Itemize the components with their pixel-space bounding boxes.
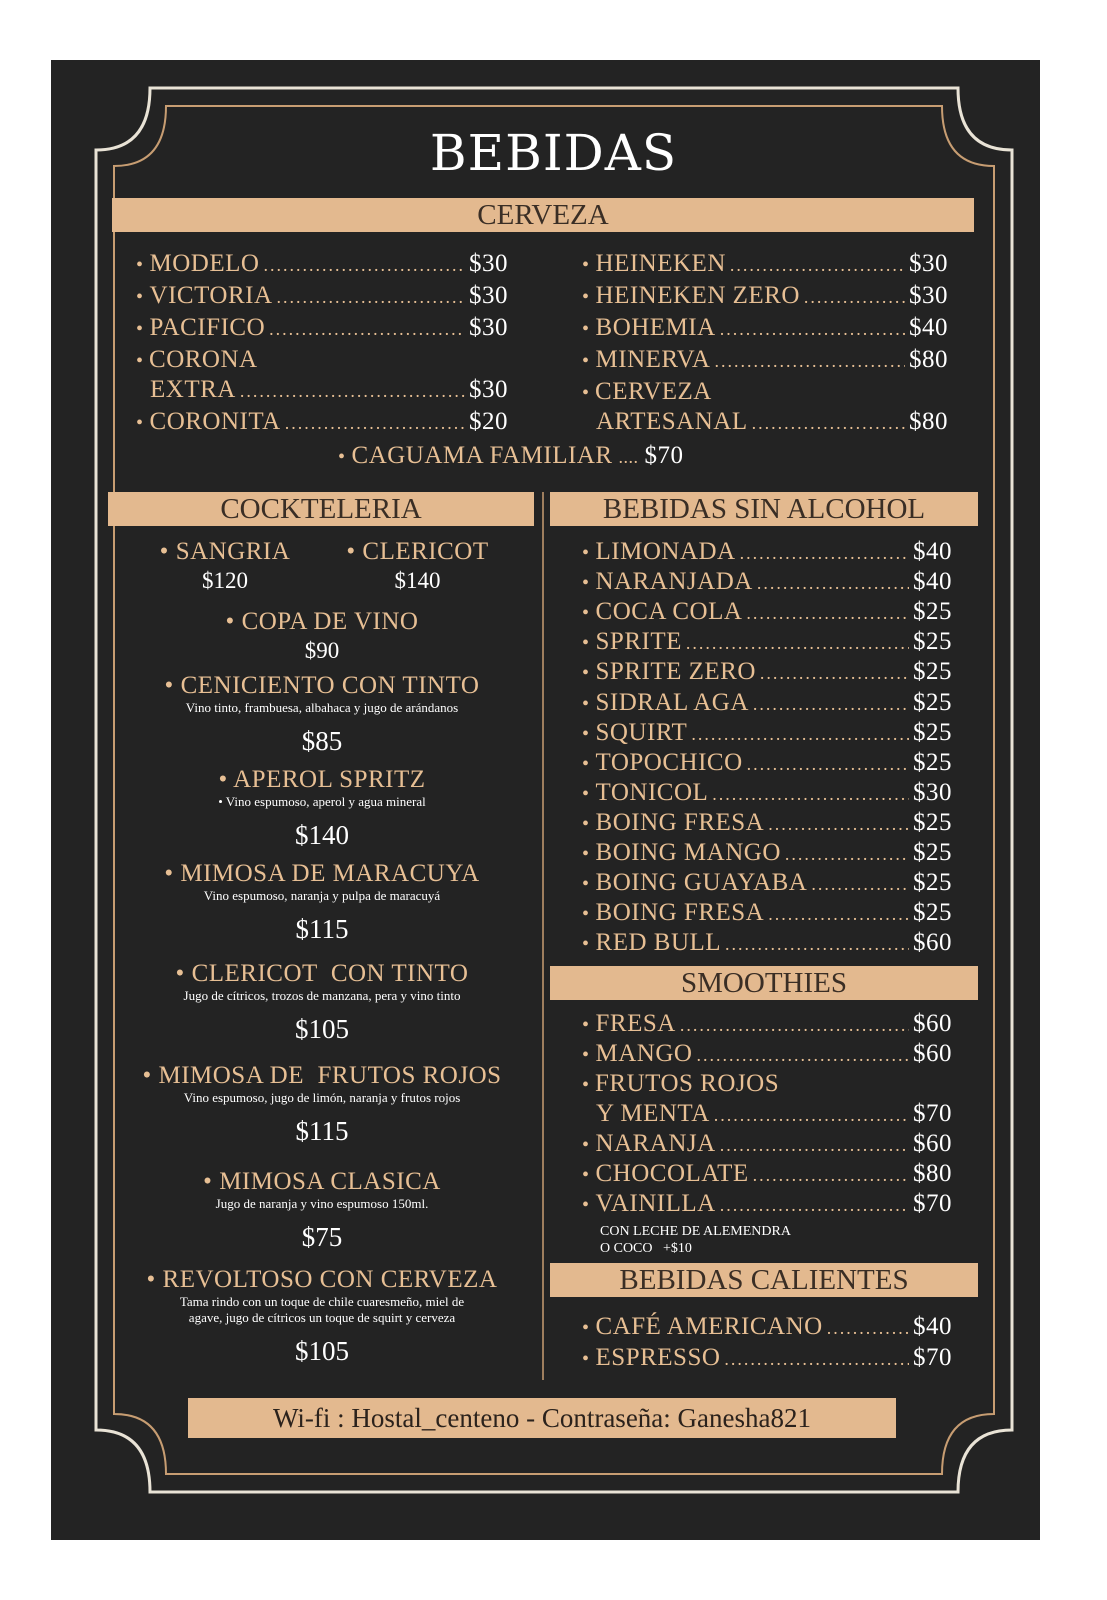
smoothie-item-name: FRESA [595, 1010, 676, 1037]
cerveza-item-price: $30 [469, 314, 508, 341]
sin-alcohol-item: • NARANJADA ..... $40 [582, 568, 952, 598]
sin-alcohol-item-name: BOING GUAYABA [595, 869, 808, 897]
cocktail-description: Vino espumoso, naranja y pulpa de maracuyá [203, 888, 441, 903]
caliente-item-price: $70 [913, 1344, 952, 1371]
calientes-heading: BEBIDAS CALIENTES [550, 1263, 978, 1297]
cerveza-item-price: $20 [469, 408, 508, 435]
cocktail-description: Vino tinto, frambuesa, albahaca y jugo de arándanos [185, 700, 459, 715]
sin-alcohol-item: • BOING GUAYABA ..... $25 [582, 869, 952, 899]
sin-alcohol-item-price: $25 [913, 718, 952, 746]
cocktail-description: • Vino espumoso, aperol y agua mineral [218, 794, 426, 809]
sin-alcohol-item: • BOING MANGO ..... $25 [582, 839, 952, 869]
smoothie-item: • MANGO ..... $60 [582, 1040, 952, 1070]
cerveza-item: • VICTORIA ..... $30 [136, 282, 508, 312]
cerveza-item: • BOHEMIA ..... $40 [582, 314, 948, 344]
cerveza-item-price: $30 [469, 282, 508, 309]
cerveza-item: • PACIFICO ..... $30 [136, 314, 508, 344]
sin-alcohol-item: • SPRITE ..... $25 [582, 628, 952, 658]
sin-alcohol-item-name: SPRITE ZERO [595, 658, 756, 686]
clericot-item: • CLERICOT $140 [346, 538, 489, 593]
cerveza-heading: CERVEZA [112, 198, 974, 232]
cocktail-item: • COPA DE VINO $90 [112, 608, 532, 664]
cerveza-item: • HEINEKEN ..... $30 [582, 250, 948, 280]
cocktail-price: $105 [295, 1336, 349, 1366]
smoothie-item: • CHOCOLATE ..... $80 [582, 1160, 952, 1190]
sin-alcohol-item-name: SPRITE [595, 628, 682, 656]
sin-alcohol-item-price: $25 [913, 688, 952, 716]
caliente-item-price: $40 [913, 1313, 952, 1340]
sin-alcohol-item-name: BOING MANGO [595, 839, 781, 866]
cocktail-price: $90 [304, 638, 340, 663]
cocktail-price: $115 [295, 914, 349, 944]
cerveza-item-name: MODELO [149, 250, 260, 277]
sin-alcohol-item: • TOPOCHICO ..... $25 [582, 749, 952, 779]
smoothies-heading: SMOOTHIES [550, 966, 978, 1000]
sin-alcohol-item-name: BOING FRESA [595, 899, 765, 927]
cerveza-item-price: $40 [909, 314, 948, 341]
cerveza-item-price: $30 [469, 250, 508, 277]
smoothie-item: • VAINILLA ..... $70 [582, 1190, 952, 1220]
cerveza-item-name: BOHEMIA [595, 314, 716, 341]
sin-alcohol-item: • BOING FRESA ..... $25 [582, 809, 952, 839]
smoothie-item-price: $70 [913, 1100, 952, 1127]
sin-alcohol-item-name: LIMONADA [595, 538, 736, 565]
sin-alcohol-item: • RED BULL ..... $60 [582, 929, 952, 959]
sin-alcohol-item-price: $60 [913, 929, 952, 957]
smoothie-item-price: $60 [913, 1010, 952, 1037]
smoothie-item-name: NARANJA [595, 1130, 716, 1157]
sin-alcohol-item-name: COCA COLA [595, 598, 743, 626]
sin-alcohol-item: • COCA COLA ..... $25 [582, 598, 952, 628]
cerveza-item: • CORONITA ..... $20 [136, 408, 508, 438]
smoothie-item-price: $70 [913, 1190, 952, 1217]
sin-alcohol-item: • SIDRAL AGA ..... $25 [582, 689, 952, 719]
cocktail-item: • REVOLTOSO CON CERVEZA Tama rindo con un toque de chile cuaresmeño, miel de agave, jugo de cítricos un toque de squirt y cerveza $105 [112, 1266, 532, 1367]
cockteleria-heading: COCKTELERIA [108, 492, 534, 526]
caliente-item-name: ESPRESSO [595, 1344, 721, 1371]
sin-alcohol-item: • BOING FRESA ..... $25 [582, 899, 952, 929]
sin-alcohol-item: • LIMONADA ..... $40 [582, 538, 952, 568]
smoothie-item: • FRESA ..... $60 [582, 1010, 952, 1040]
cocktail-price: $85 [301, 726, 343, 756]
smoothie-item-name: MANGO [595, 1040, 693, 1067]
cerveza-item: • MINERVA ..... $80 [582, 346, 948, 376]
cocktail-item: • APEROL SPRITZ • Vino espumoso, aperol y agua mineral $140 [112, 766, 532, 851]
smoothie-item-name: VAINILLA [595, 1190, 716, 1217]
caliente-item-name: CAFÉ AMERICANO [595, 1313, 823, 1340]
cerveza-item: • HEINEKEN ZERO ..... $30 [582, 282, 948, 312]
cerveza-item-name: EXTRA [150, 376, 236, 403]
cocktail-item: • CLERICOT CON TINTO Jugo de cítricos, trozos de manzana, pera y vino tinto $105 [112, 960, 532, 1045]
cerveza-item-line1: • CORONA [136, 346, 258, 373]
caliente-item: • CAFÉ AMERICANO ..... $40 [582, 1313, 952, 1343]
cocktail-item: • MIMOSA DE MARACUYA Vino espumoso, naranja y pulpa de maracuyá $115 [112, 860, 532, 945]
smoothie-item-price: $60 [913, 1130, 952, 1157]
sin-alcohol-heading: BEBIDAS SIN ALCOHOL [550, 492, 978, 526]
sin-alcohol-item-price: $40 [913, 538, 952, 565]
sangria-item: • SANGRIA $120 [159, 538, 291, 593]
cerveza-item-price: $30 [909, 282, 948, 309]
sin-alcohol-item-price: $25 [913, 748, 952, 776]
cerveza-item-name: MINERVA [595, 346, 711, 373]
smoothie-item-name: Y MENTA [596, 1100, 710, 1127]
smoothie-item-name: CHOCOLATE [595, 1160, 749, 1187]
cocktail-price: $75 [301, 1222, 343, 1252]
smoothie-item-line1: • FRUTOS ROJOS [582, 1070, 780, 1097]
cerveza-item-name: VICTORIA [149, 282, 273, 309]
cocktail-description-2: agave, jugo de cítricos un toque de squirt y cerveza [188, 1310, 456, 1325]
cerveza-item-name: HEINEKEN ZERO [595, 282, 800, 309]
cerveza-item: • MODELO ..... $30 [136, 250, 508, 280]
cerveza-item [136, 376, 508, 406]
cerveza-item-name: CORONITA [149, 408, 281, 435]
sin-alcohol-item-name: RED BULL [595, 929, 722, 957]
sin-alcohol-item-price: $25 [913, 658, 952, 686]
cerveza-item-name: ARTESANAL [596, 408, 748, 435]
cerveza-item-price: $80 [909, 346, 948, 373]
sin-alcohol-item: • SQUIRT ..... $25 [582, 719, 952, 749]
wifi-banner: Wi-fi : Hostal_centeno - Contraseña: Ganesha821 [188, 1398, 896, 1438]
cocktail-description: Tama rindo con un toque de chile cuaresmeño, miel de [179, 1294, 465, 1309]
cerveza-item-line1: • CERVEZA [582, 378, 712, 405]
caliente-item: • ESPRESSO ..... $70 [582, 1344, 952, 1374]
cocktail-price: $105 [295, 1014, 349, 1044]
sin-alcohol-item-price: $25 [913, 808, 952, 836]
cerveza-item-price: $30 [909, 250, 948, 277]
smoothie-item: • NARANJA ..... $60 [582, 1130, 952, 1160]
smoothie-note-1: CON LECHE DE ALEMENDRA [600, 1224, 791, 1239]
cocktail-description: Vino espumoso, jugo de limón, naranja y frutos rojos [183, 1090, 461, 1105]
sin-alcohol-item-price: $40 [913, 568, 952, 596]
menu-title: BEBIDAS [429, 124, 678, 182]
cocktail-description: Jugo de cítricos, trozos de manzana, pera y vino tinto [183, 988, 461, 1003]
sin-alcohol-item-price: $25 [913, 899, 952, 927]
sin-alcohol-item-price: $25 [913, 628, 952, 656]
sin-alcohol-item-price: $25 [913, 839, 952, 866]
cerveza-item-price: $30 [469, 376, 508, 403]
sin-alcohol-item-name: TONICOL [595, 778, 709, 806]
sin-alcohol-item-name: SQUIRT [595, 718, 688, 746]
smoothie-item-price: $60 [913, 1040, 952, 1067]
cocktail-price: $140 [295, 820, 349, 850]
sin-alcohol-item-name: SIDRAL AGA [595, 688, 749, 716]
cocktail-item: • CENICIENTO CON TINTO Vino tinto, frambuesa, albahaca y jugo de arándanos $85 [112, 672, 532, 757]
smoothie-note-2: O COCO +$10 [600, 1241, 692, 1256]
sin-alcohol-item: • TONICOL ..... $30 [582, 779, 952, 809]
smoothie-item-price: $80 [913, 1160, 952, 1187]
cerveza-item-name: PACIFICO [149, 314, 266, 341]
sin-alcohol-item: • SPRITE ZERO ..... $25 [582, 658, 952, 688]
cocktail-description: Jugo de naranja y vino espumoso 150ml. [215, 1196, 429, 1211]
cocktail-price: $115 [295, 1116, 349, 1146]
sin-alcohol-item-name: BOING FRESA [595, 808, 765, 836]
cerveza-item-price: $80 [909, 408, 948, 435]
sin-alcohol-item-price: $25 [913, 869, 952, 897]
sin-alcohol-item-price: $25 [913, 598, 952, 626]
smoothie-item [582, 1100, 952, 1130]
sin-alcohol-item-name: NARANJADA [595, 568, 753, 596]
cocktail-item: • MIMOSA DE FRUTOS ROJOS Vino espumoso, jugo de limón, naranja y frutos rojos $115 [112, 1062, 532, 1147]
caguama-item: • CAGUAMA FAMILIAR .... $70 [338, 442, 684, 469]
cerveza-item-name: HEINEKEN [595, 250, 726, 277]
cerveza-item [582, 408, 948, 438]
sin-alcohol-item-name: TOPOCHICO [595, 748, 743, 776]
sin-alcohol-item-price: $30 [913, 778, 952, 806]
cocktail-item: • MIMOSA CLASICA Jugo de naranja y vino espumoso 150ml. $75 [112, 1168, 532, 1253]
